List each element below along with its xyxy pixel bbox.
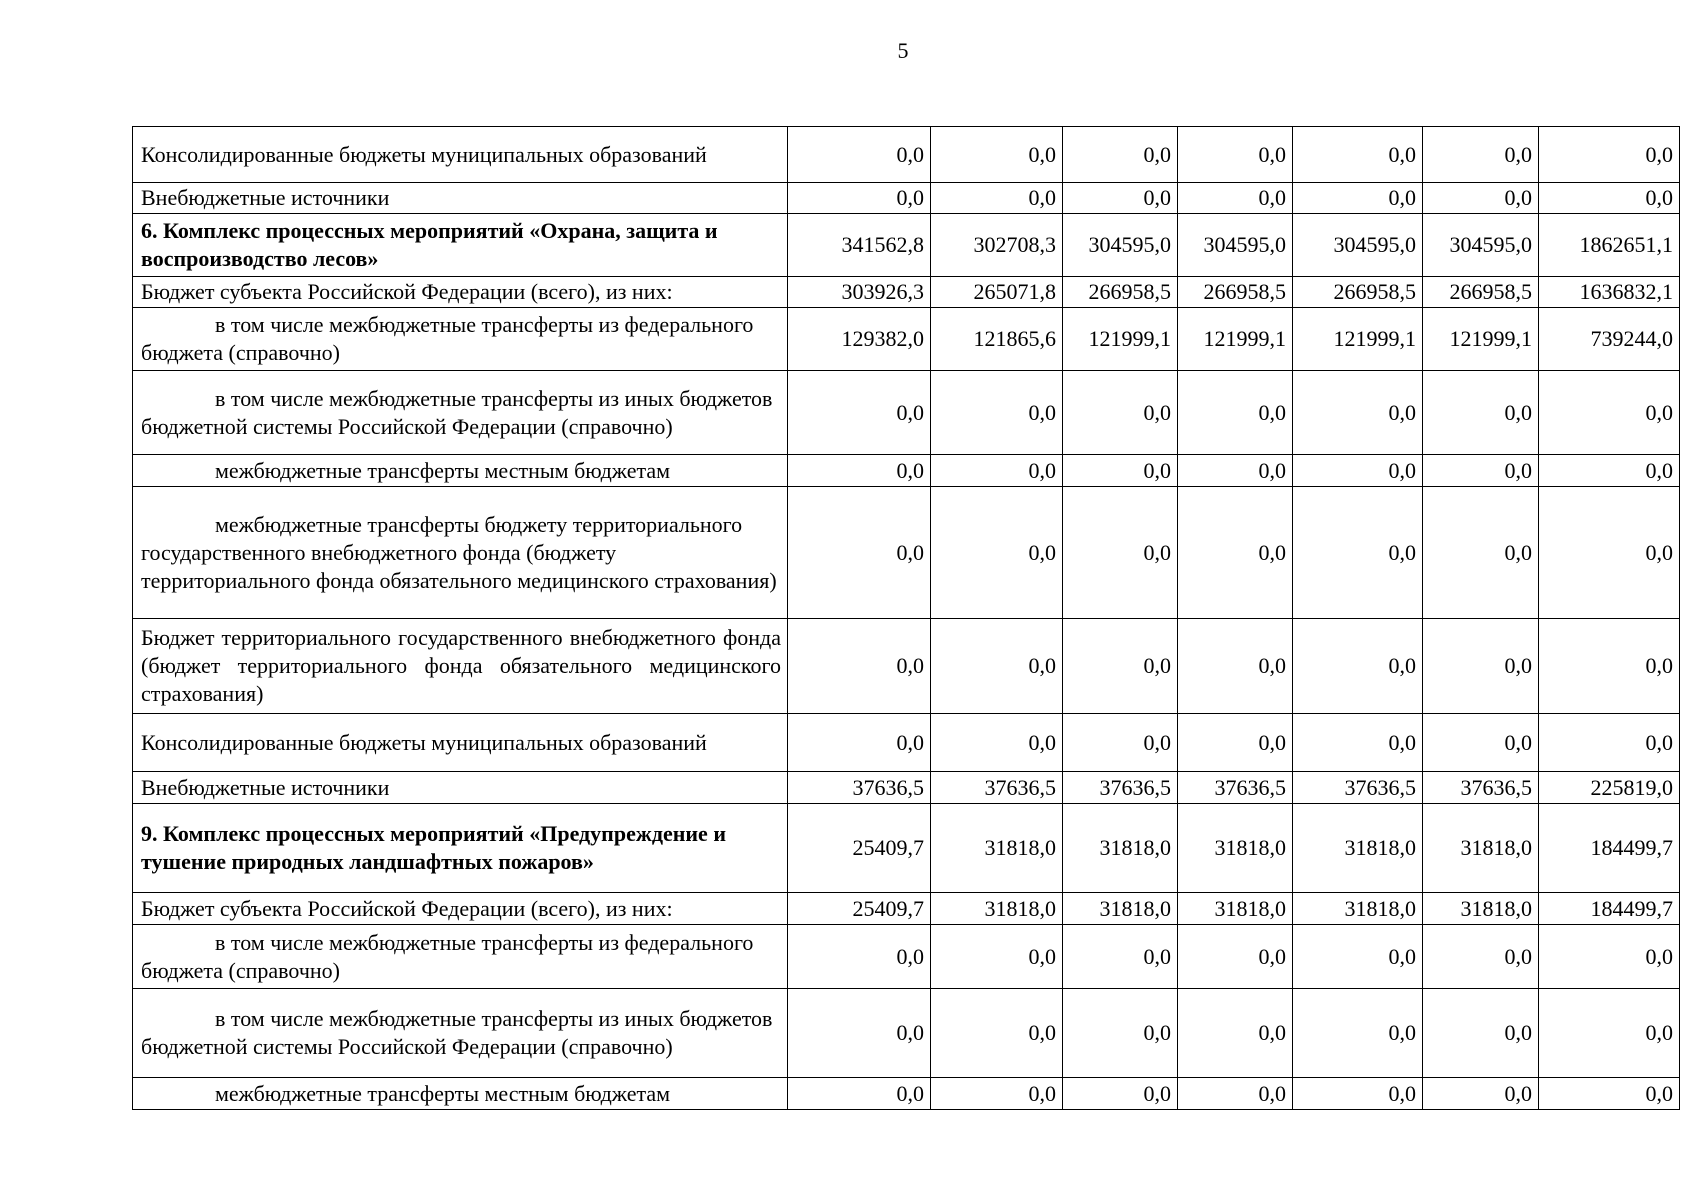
- row-label: в том числе межбюджетные трансферты из федерального бюджета (справочно): [133, 308, 788, 371]
- value-cell: 0,0: [788, 455, 931, 487]
- value-cell: 0,0: [1293, 714, 1423, 772]
- table-row: [133, 277, 1680, 308]
- value-cell: 121999,1: [1063, 308, 1178, 371]
- table-row: [133, 714, 1680, 772]
- value-cell: 266958,5: [1178, 277, 1293, 308]
- value-cell: 0,0: [1423, 487, 1539, 619]
- table-row: [133, 371, 1680, 455]
- table-row: [133, 455, 1680, 487]
- row-label: Бюджет территориального государственного внебюджетного фонда (бюджет территориального фонда обязательного медицинского страхования): [133, 619, 788, 714]
- value-cell: 0,0: [1063, 127, 1178, 183]
- value-cell: 0,0: [1178, 183, 1293, 214]
- value-cell: 121999,1: [1293, 308, 1423, 371]
- table-row: [133, 308, 1680, 371]
- value-cell: 0,0: [1063, 714, 1178, 772]
- value-cell: 0,0: [1178, 487, 1293, 619]
- value-cell: 0,0: [1063, 1078, 1178, 1110]
- value-cell: 0,0: [931, 619, 1063, 714]
- value-cell: 0,0: [1178, 127, 1293, 183]
- value-cell: 0,0: [931, 714, 1063, 772]
- value-cell: 31818,0: [1063, 804, 1178, 893]
- value-cell: 0,0: [931, 1078, 1063, 1110]
- value-cell: 0,0: [1178, 714, 1293, 772]
- value-cell: 0,0: [1539, 1078, 1680, 1110]
- row-label: Внебюджетные источники: [133, 772, 788, 804]
- value-cell: 0,0: [1423, 925, 1539, 989]
- value-cell: 0,0: [931, 371, 1063, 455]
- table-row: [133, 893, 1680, 925]
- value-cell: 303926,3: [788, 277, 931, 308]
- value-cell: 1636832,1: [1539, 277, 1680, 308]
- value-cell: 0,0: [931, 989, 1063, 1078]
- value-cell: 0,0: [1539, 989, 1680, 1078]
- value-cell: 0,0: [1293, 371, 1423, 455]
- value-cell: 0,0: [1178, 989, 1293, 1078]
- value-cell: 0,0: [1423, 714, 1539, 772]
- budget-table: [132, 126, 1680, 1110]
- row-label: межбюджетные трансферты местным бюджетам: [133, 455, 788, 487]
- value-cell: 266958,5: [1293, 277, 1423, 308]
- value-cell: 0,0: [1539, 925, 1680, 989]
- table-row: [133, 214, 1680, 277]
- value-cell: 0,0: [1539, 619, 1680, 714]
- value-cell: 0,0: [1178, 619, 1293, 714]
- value-cell: 0,0: [1423, 127, 1539, 183]
- page-number: 5: [897, 38, 909, 63]
- value-cell: 0,0: [1423, 183, 1539, 214]
- value-cell: 0,0: [1423, 1078, 1539, 1110]
- value-cell: 0,0: [1178, 455, 1293, 487]
- value-cell: 0,0: [1539, 183, 1680, 214]
- value-cell: 0,0: [1423, 989, 1539, 1078]
- value-cell: 304595,0: [1423, 214, 1539, 277]
- value-cell: 0,0: [1423, 455, 1539, 487]
- value-cell: 0,0: [1293, 127, 1423, 183]
- value-cell: 25409,7: [788, 893, 931, 925]
- value-cell: 31818,0: [931, 893, 1063, 925]
- value-cell: 0,0: [931, 487, 1063, 619]
- value-cell: 0,0: [788, 619, 931, 714]
- value-cell: 31818,0: [1293, 804, 1423, 893]
- value-cell: 0,0: [1293, 619, 1423, 714]
- row-label: Консолидированные бюджеты муниципальных образований: [133, 127, 788, 183]
- value-cell: 0,0: [931, 183, 1063, 214]
- table-row: [133, 772, 1680, 804]
- value-cell: 37636,5: [1423, 772, 1539, 804]
- value-cell: 0,0: [1063, 455, 1178, 487]
- value-cell: 0,0: [1063, 371, 1178, 455]
- value-cell: 0,0: [788, 127, 931, 183]
- value-cell: 31818,0: [931, 804, 1063, 893]
- value-cell: 129382,0: [788, 308, 931, 371]
- value-cell: 266958,5: [1423, 277, 1539, 308]
- value-cell: 0,0: [1539, 455, 1680, 487]
- value-cell: 184499,7: [1539, 804, 1680, 893]
- value-cell: 304595,0: [1178, 214, 1293, 277]
- value-cell: 0,0: [1178, 925, 1293, 989]
- value-cell: 0,0: [1178, 1078, 1293, 1110]
- value-cell: 0,0: [1178, 371, 1293, 455]
- table-row: [133, 989, 1680, 1078]
- value-cell: 739244,0: [1539, 308, 1680, 371]
- value-cell: 0,0: [1063, 487, 1178, 619]
- value-cell: 0,0: [788, 487, 931, 619]
- value-cell: 121865,6: [931, 308, 1063, 371]
- value-cell: 37636,5: [1178, 772, 1293, 804]
- value-cell: 0,0: [788, 1078, 931, 1110]
- row-label: в том числе межбюджетные трансферты из иных бюджетов бюджетной системы Российской Федерации (справочно): [133, 989, 788, 1078]
- value-cell: 31818,0: [1423, 804, 1539, 893]
- row-label: межбюджетные трансферты местным бюджетам: [133, 1078, 788, 1110]
- value-cell: 0,0: [931, 455, 1063, 487]
- value-cell: 31818,0: [1063, 893, 1178, 925]
- value-cell: 304595,0: [1063, 214, 1178, 277]
- value-cell: 0,0: [788, 371, 931, 455]
- value-cell: 31818,0: [1293, 893, 1423, 925]
- value-cell: 0,0: [1063, 619, 1178, 714]
- row-label: межбюджетные трансферты бюджету территориального государственного внебюджетного фонда (бюджету территориального фонда обязательного медицинского страхования): [133, 487, 788, 619]
- value-cell: 0,0: [1539, 371, 1680, 455]
- value-cell: 0,0: [1293, 183, 1423, 214]
- value-cell: 37636,5: [1293, 772, 1423, 804]
- value-cell: 0,0: [788, 925, 931, 989]
- table-row: [133, 487, 1680, 619]
- value-cell: 0,0: [1539, 487, 1680, 619]
- value-cell: 0,0: [1539, 127, 1680, 183]
- value-cell: 31818,0: [1178, 893, 1293, 925]
- table-row: [133, 183, 1680, 214]
- value-cell: 184499,7: [1539, 893, 1680, 925]
- value-cell: 302708,3: [931, 214, 1063, 277]
- row-label: 9. Комплекс процессных мероприятий «Предупреждение и тушение природных ландшафтных пожаров»: [133, 804, 788, 893]
- value-cell: 121999,1: [1423, 308, 1539, 371]
- table-row: [133, 619, 1680, 714]
- value-cell: 0,0: [788, 989, 931, 1078]
- value-cell: 31818,0: [1423, 893, 1539, 925]
- value-cell: 0,0: [1293, 989, 1423, 1078]
- value-cell: 265071,8: [931, 277, 1063, 308]
- row-label: Внебюджетные источники: [133, 183, 788, 214]
- value-cell: 0,0: [1423, 619, 1539, 714]
- row-label: Бюджет субъекта Российской Федерации (всего), из них:: [133, 893, 788, 925]
- table-row: [133, 804, 1680, 893]
- row-label: Бюджет субъекта Российской Федерации (всего), из них:: [133, 277, 788, 308]
- row-label: в том числе межбюджетные трансферты из федерального бюджета (справочно): [133, 925, 788, 989]
- value-cell: 0,0: [1423, 371, 1539, 455]
- value-cell: 0,0: [1293, 1078, 1423, 1110]
- value-cell: 37636,5: [1063, 772, 1178, 804]
- value-cell: 1862651,1: [1539, 214, 1680, 277]
- value-cell: 25409,7: [788, 804, 931, 893]
- value-cell: 37636,5: [931, 772, 1063, 804]
- row-label: Консолидированные бюджеты муниципальных образований: [133, 714, 788, 772]
- value-cell: 31818,0: [1178, 804, 1293, 893]
- value-cell: 0,0: [931, 925, 1063, 989]
- row-label: в том числе межбюджетные трансферты из иных бюджетов бюджетной системы Российской Федерации (справочно): [133, 371, 788, 455]
- table-row: [133, 925, 1680, 989]
- value-cell: 304595,0: [1293, 214, 1423, 277]
- table-row: [133, 1078, 1680, 1110]
- value-cell: 0,0: [1063, 183, 1178, 214]
- value-cell: 266958,5: [1063, 277, 1178, 308]
- value-cell: 0,0: [788, 183, 931, 214]
- value-cell: 0,0: [788, 714, 931, 772]
- value-cell: 0,0: [1539, 714, 1680, 772]
- value-cell: 0,0: [1063, 989, 1178, 1078]
- value-cell: 0,0: [931, 127, 1063, 183]
- value-cell: 37636,5: [788, 772, 931, 804]
- value-cell: 121999,1: [1178, 308, 1293, 371]
- value-cell: 0,0: [1293, 487, 1423, 619]
- value-cell: 0,0: [1063, 925, 1178, 989]
- table-row: [133, 127, 1680, 183]
- value-cell: 225819,0: [1539, 772, 1680, 804]
- row-label: 6. Комплекс процессных мероприятий «Охрана, защита и воспроизводство лесов»: [133, 214, 788, 277]
- value-cell: 0,0: [1293, 455, 1423, 487]
- value-cell: 0,0: [1293, 925, 1423, 989]
- value-cell: 341562,8: [788, 214, 931, 277]
